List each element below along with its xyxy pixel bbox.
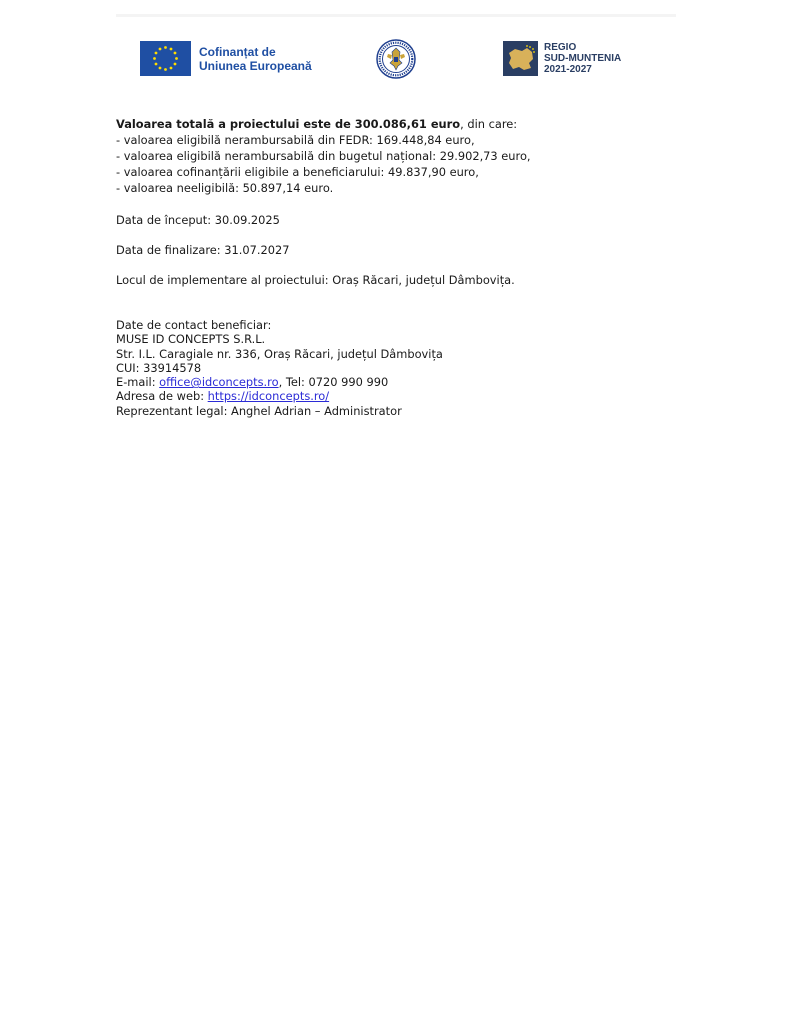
contact-address: Str. I.L. Caragiale nr. 336, Oraș Răcari, județul Dâmbovița bbox=[116, 346, 443, 361]
budget-total-line bbox=[116, 116, 716, 132]
start-date: Data de început: 30.09.2025 bbox=[116, 213, 280, 227]
guvernul-romaniei-seal-icon bbox=[376, 39, 416, 79]
web-label: Adresa de web: bbox=[116, 389, 208, 404]
budget-total-suffix: , din care: bbox=[460, 117, 518, 131]
regio-map-icon bbox=[503, 41, 538, 76]
budget-item-fedr: - valoarea eligibilă nerambursabilă din FEDR: 169.448,84 euro, bbox=[116, 133, 475, 147]
regio-line1: REGIO bbox=[544, 42, 577, 53]
budget-item-ineligible: - valoarea neeligibilă: 50.897,14 euro. bbox=[116, 181, 334, 195]
contact-block bbox=[116, 318, 716, 418]
email-label: E-mail: bbox=[116, 375, 160, 390]
page-top-rule bbox=[116, 14, 676, 17]
email-link[interactable]: office@idconcepts.ro bbox=[159, 375, 279, 390]
eu-flag-icon bbox=[140, 41, 191, 76]
contact-phone: , Tel: 0720 990 990 bbox=[278, 375, 389, 390]
document-body bbox=[116, 116, 716, 418]
contact-heading: Date de contact beneficiar: bbox=[116, 318, 272, 332]
eu-logo-line1: Cofinanțat de bbox=[199, 44, 276, 59]
website-link[interactable]: https://idconcepts.ro/ bbox=[207, 389, 330, 404]
contact-company: MUSE ID CONCEPTS S.R.L. bbox=[116, 332, 266, 347]
regio-line3: 2021-2027 bbox=[544, 64, 592, 75]
regio-line2: SUD-MUNTENIA bbox=[544, 53, 622, 64]
eu-logo-text bbox=[199, 45, 312, 73]
budget-item-national: - valoarea eligibilă nerambursabilă din bugetul național: 29.902,73 euro, bbox=[116, 149, 531, 163]
budget-item-cofinancing: - valoarea cofinanțării eligibile a beneficiarului: 49.837,90 euro, bbox=[116, 165, 479, 179]
implementation-location: Locul de implementare al proiectului: Oraș Răcari, județul Dâmbovița. bbox=[116, 273, 515, 287]
regio-sud-muntenia-logo bbox=[503, 41, 621, 76]
contact-legal-rep: Reprezentant legal: Anghel Adrian – Administrator bbox=[116, 403, 402, 418]
eu-logo-line2: Uniunea Europeană bbox=[199, 58, 312, 73]
end-date: Data de finalizare: 31.07.2027 bbox=[116, 243, 290, 257]
regio-logo-text bbox=[544, 42, 621, 75]
eu-cofinancing-logo bbox=[140, 41, 312, 76]
contact-web-line bbox=[116, 389, 716, 403]
budget-total-value: Valoarea totală a proiectului este de 300.086,61 euro bbox=[116, 117, 461, 131]
contact-email-line bbox=[116, 375, 716, 389]
contact-cui: CUI: 33914578 bbox=[116, 360, 202, 375]
